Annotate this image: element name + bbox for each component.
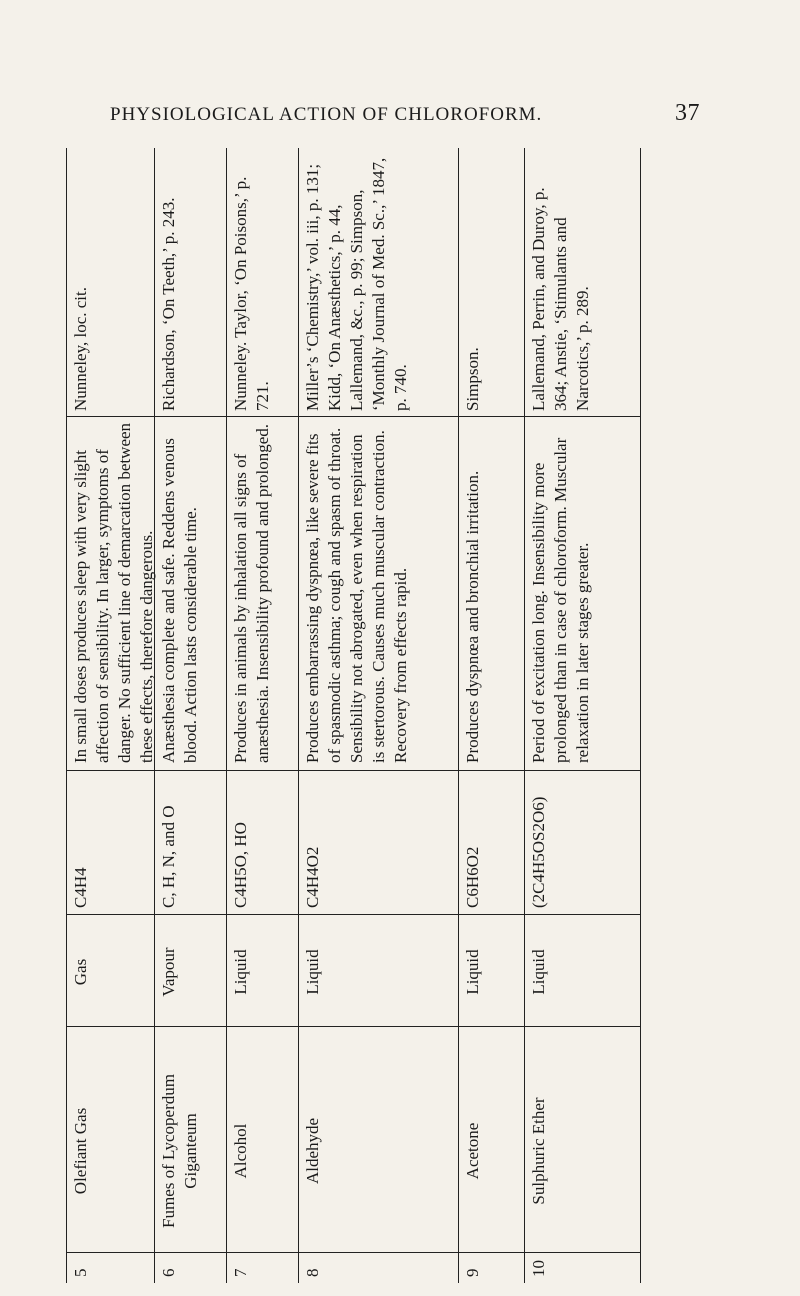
substance-formula: C4H4O2 — [303, 846, 322, 908]
substance-effect: Produces dyspnœa and bronchial irritation. — [463, 470, 482, 763]
substance-name: Aldehyde — [303, 1117, 322, 1185]
column-rule — [66, 770, 640, 771]
substance-name: Acetone — [463, 1122, 482, 1180]
table-row — [156, 148, 224, 1283]
substance-effect: Period of excitation long. Insensibility more prolonged than in case of chloroform. Muscular relaxation in later stages greater. — [529, 437, 592, 763]
substance-effect: Produces in animals by inhalation all signs of anæsthesia. Insensibility profound and prolonged. — [231, 423, 272, 763]
column-rule — [66, 1252, 640, 1253]
column-rule — [66, 1026, 640, 1027]
substance-source: Nunneley, loc. cit. — [71, 287, 90, 411]
substance-effect: Anæsthesia complete and safe. Reddens venous blood. Action lasts considerable time. — [159, 438, 200, 763]
substance-source: Richardson, ‘On Teeth,’ p. 243. — [159, 197, 178, 411]
table-row — [68, 148, 156, 1283]
substance-name: Fumes of Lycoperdum Giganteum — [159, 1074, 200, 1228]
page-header — [110, 100, 700, 134]
column-rule — [66, 914, 640, 915]
substance-state: Liquid — [463, 949, 482, 995]
table-rule — [524, 148, 525, 1283]
substance-state: Liquid — [303, 949, 322, 995]
substance-effect: In small doses produces sleep with very slight affection of sensibility. In larger, symptoms of danger. No sufficient line of demarcation between these effects, therefore dangerous. — [71, 422, 156, 763]
table-row — [526, 148, 636, 1283]
table-rule-top — [66, 148, 67, 1283]
substance-source: Lallemand, Perrin, and Duroy, p. 364; Anstie, ‘Stimulants and Narcotics,’ p. 289. — [529, 187, 592, 411]
table-rule — [298, 148, 299, 1283]
table-row — [300, 148, 456, 1283]
row-number: 9 — [463, 1268, 482, 1277]
substance-formula: C6H6O2 — [463, 846, 482, 908]
substance-source: Simpson. — [463, 347, 482, 411]
table-rule — [154, 148, 155, 1283]
table-row — [228, 148, 296, 1283]
row-number: 5 — [71, 1268, 90, 1277]
table-rule — [226, 148, 227, 1283]
substance-name: Sulphuric Ether — [529, 1097, 548, 1205]
substance-effect: Produces embarrassing dyspnœa, like severe fits of spasmodic asthma; cough and spasm of throat. Sensibility not abrogated, even when respiration is stertorous. Causes much muscular contraction. Recovery from effects rapid. — [303, 427, 410, 763]
substance-source: Nunneley. Taylor, ‘On Poisons,’ p. 721. — [231, 176, 272, 411]
column-rule — [66, 416, 640, 417]
row-number: 6 — [159, 1268, 178, 1277]
table-rule — [458, 148, 459, 1283]
page-number: 37 — [675, 100, 700, 126]
substance-name: Alcohol — [231, 1123, 250, 1179]
row-number: 8 — [303, 1268, 322, 1277]
substance-source: Miller’s ‘Chemistry,’ vol. iii, p. 131; Kidd, ‘On Anæsthetics,’ p. 44, Lallemand, &c., p. 99; Simpson, ‘Monthly Journal of Med. Sc.,’ 1847, p. 740. — [303, 157, 410, 411]
substance-formula: (2C4H5OS2O6) — [529, 796, 548, 908]
substance-state: Liquid — [231, 949, 250, 995]
table-rule-bottom — [640, 148, 641, 1283]
substances-table — [62, 148, 687, 1283]
substance-formula: C, H, N, and O — [159, 805, 178, 908]
running-title: PHYSIOLOGICAL ACTION OF CHLOROFORM. — [110, 104, 543, 125]
substance-state: Gas — [71, 958, 90, 986]
substance-state: Vapour — [159, 947, 178, 997]
substance-name: Olefiant Gas — [71, 1107, 90, 1195]
row-number: 10 — [529, 1260, 548, 1277]
row-number: 7 — [231, 1268, 250, 1277]
table-row — [460, 148, 522, 1283]
substance-state: Liquid — [529, 949, 548, 995]
substance-formula: C4H4 — [71, 867, 90, 908]
substance-formula: C4H5O, HO — [231, 822, 250, 908]
